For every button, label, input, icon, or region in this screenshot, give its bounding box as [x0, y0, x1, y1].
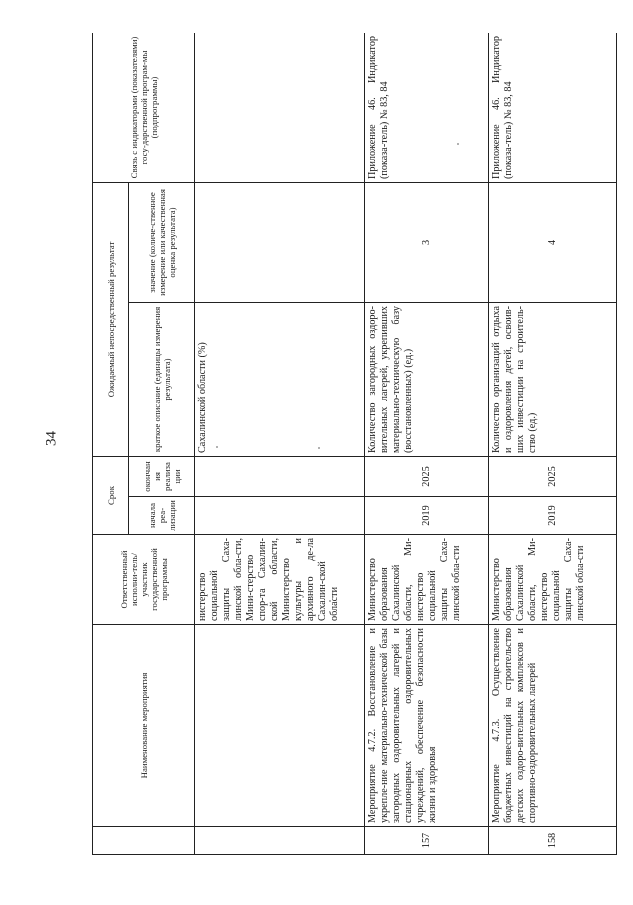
responsible-executor: нистерство социальной защиты Саха-линской обла-сти, Мини-стерство спор-та Сахалин-ской области, Министерство культуры и архивного де-ла Сахалин-ской области — [195, 535, 365, 625]
term-start: 2019 — [365, 497, 489, 535]
responsible-executor: Министерство образования Сахалинской области, Ми-нистерство социальной защиты Саха-линской обла-сти — [489, 535, 617, 625]
header-expected-description: краткое описание (единицы измерения результата) — [129, 302, 195, 456]
table-row — [195, 33, 365, 855]
header-term-start: начала реа-лизации — [129, 497, 195, 535]
measure-name: Мероприятие 4.7.3. Осуществление бюджетных инвестиций на строительство детских оздоро-вительных комплексов и спортивно-оздоровительных лагерей — [489, 625, 617, 827]
rotated-page-area — [92, 33, 633, 855]
header-term-end: окончания реализации — [129, 456, 195, 496]
measure-name — [195, 625, 365, 827]
header-expected-result: Ожидаемый непосредственный результат — [93, 182, 129, 456]
responsible-executor: Министерство образования Сахалинской области, Ми-нистерство социальной защиты Саха-линской обла-сти — [365, 535, 489, 625]
indicator-link: Приложение 46. Индикатор (показа-тель) № 83, 84 — [489, 33, 617, 182]
row-number: 157 — [365, 827, 489, 855]
result-value: 4 — [489, 182, 617, 302]
row-number: 158 — [489, 827, 617, 855]
result-description: Сахалинской области (%) — [195, 302, 365, 456]
measure-name: Мероприятие 4.7.2. Восстановление и укрепле-ние материально-технической базы загородных оздоровительных лагерей и стационарных оздоровительных учреждений, обеспечение безопасности жизни и здоровья — [365, 625, 489, 827]
indicator-link: Приложение 46. Индикатор (показа-тель) № 83, 84 — [365, 33, 489, 182]
table-row — [365, 33, 489, 855]
term-end: 2025 — [365, 456, 489, 496]
page-number: 34 — [43, 431, 60, 446]
indicator-link — [195, 33, 365, 182]
header-measure-name: Наименование мероприятия — [93, 625, 195, 827]
header-number — [93, 827, 195, 855]
result-value — [195, 182, 365, 302]
result-value: 3 — [365, 182, 489, 302]
term-start: 2019 — [489, 497, 617, 535]
result-description: Количество загородных оздоро-вительных лагерей, укрепивших материально-техническую базу (восстановленных) (ед.) — [365, 302, 489, 456]
measures-table — [92, 33, 617, 855]
result-description: Количество организаций отдыха и оздоровления детей, освоив-ших инвестиции на строитель-ство (ед.) — [489, 302, 617, 456]
rotated-table-sheet — [92, 33, 633, 855]
term-end — [195, 456, 365, 496]
header-responsible: Ответственный исполни-тель/участник государственной программы — [93, 535, 195, 625]
header-term: Срок — [93, 456, 129, 534]
term-start — [195, 497, 365, 535]
table-row — [489, 33, 617, 855]
row-number — [195, 827, 365, 855]
header-indicator-link: Связь с индикаторами (показателями) госу-дарственной програм-мы (подпрограммы) — [93, 33, 195, 182]
term-end: 2025 — [489, 456, 617, 496]
header-expected-value: значение (количе-ственное измерение или качественная оценка результата) — [129, 182, 195, 302]
